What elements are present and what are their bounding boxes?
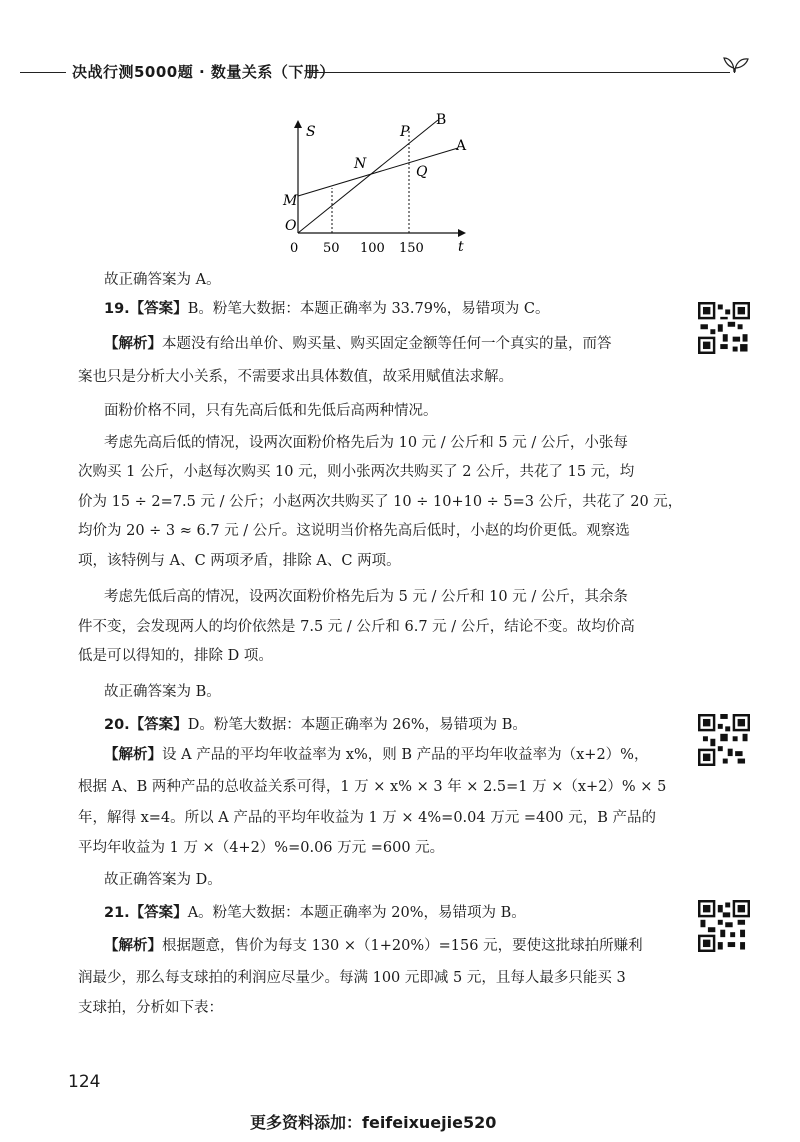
text-line: 润最少，那么每支球拍的利润应尽量少。每满 100 元即减 5 元，且每人最多只能买 3	[78, 970, 626, 986]
answer-21-text: A。粉笔大数据：本题正确率为 20%，易错项为 B。	[187, 905, 526, 921]
answer-20-text: D。粉笔大数据：本题正确率为 26%，易错项为 B。	[187, 717, 527, 733]
tick-0: 0	[290, 241, 299, 256]
analysis-20-line	[104, 745, 648, 765]
text-line: 低是可以得知的，排除 D 项。	[78, 648, 273, 664]
analysis-19-prefix: 【解析】	[104, 336, 162, 352]
qr-code-icon[interactable]	[698, 714, 750, 766]
analysis-19-text: 本题没有给出单价、购买量、购买固定金额等任何一个真实的量，而答	[162, 336, 612, 352]
analysis-21-line	[104, 936, 643, 956]
text-line: 件不变，会发现两人的均价依然是 7.5 元 / 公斤和 6.7 元 / 公斤，结论不变。故均价高	[78, 619, 635, 635]
text-line: 故正确答案为 B。	[104, 684, 221, 700]
answer-19-text: B。粉笔大数据：本题正确率为 33.79%，易错项为 C。	[187, 301, 550, 317]
y-axis-arrow	[294, 120, 302, 128]
qr-code-icon[interactable]	[698, 302, 750, 354]
point-p-label: P	[400, 124, 410, 140]
text-line: 面粉价格不同，只有先高后低和先低后高两种情况。	[104, 403, 438, 419]
line-b-label: B	[436, 112, 447, 128]
running-header	[0, 52, 800, 92]
footer-promo: 更多资料添加：feifeixuejie520	[250, 1113, 497, 1132]
analysis-20-prefix: 【解析】	[104, 747, 162, 763]
point-q-label: Q	[416, 164, 428, 180]
header-rule-right	[306, 72, 730, 73]
st-line-graph	[268, 108, 488, 260]
answer-21-prefix: 21.【答案】	[104, 905, 188, 921]
answer-19	[104, 299, 549, 319]
y-axis-label: S	[306, 124, 316, 140]
tick-100: 100	[360, 241, 385, 256]
line-a	[298, 148, 458, 196]
page-number: 124	[68, 1072, 101, 1092]
answer-20-prefix: 20.【答案】	[104, 717, 188, 733]
point-n-label: N	[354, 156, 367, 172]
text-line: 案也只是分析大小关系，不需要求出具体数值，故采用赋值法求解。	[78, 369, 513, 385]
line-a-label: A	[456, 138, 467, 154]
answer-19-prefix: 19.【答案】	[104, 301, 188, 317]
x-axis-arrow	[458, 229, 466, 237]
tick-50: 50	[323, 241, 340, 256]
text-line: 根据 A、B 两种产品的总收益关系可得，1 万 × x% × 3 年 × 2.5=1 万 ×（x+2）% × 5	[78, 779, 667, 795]
x-axis-label: t	[458, 239, 464, 255]
answer-21	[104, 903, 526, 923]
text-line: 次购买 1 公斤，小赵每次购买 10 元，则小张两次共购买了 2 公斤，共花了 15 元，均	[78, 464, 635, 480]
conclusion-line: 故正确答案为 A。	[104, 272, 221, 288]
point-m-label: M	[283, 193, 298, 209]
text-line: 支球拍，分析如下表：	[78, 1000, 223, 1016]
tick-150: 150	[399, 241, 424, 256]
text-line: 项，该特例与 A、C 两项矛盾，排除 A、C 两项。	[78, 553, 401, 569]
text-line: 平均年收益为 1 万 ×（4+2）%=0.06 万元 =600 元。	[78, 840, 445, 856]
analysis-19-line	[104, 334, 612, 354]
answer-20	[104, 715, 527, 735]
text-line: 年，解得 x=4。所以 A 产品的平均年收益为 1 万 × 4%=0.04 万元 =400 元，B 产品的	[78, 810, 657, 826]
point-o-label: O	[285, 218, 297, 234]
analysis-21-text: 根据题意，售价为每支 130 ×（1+20%）=156 元，要使这批球拍所赚利	[162, 938, 643, 954]
text-line: 均价为 20 ÷ 3 ≈ 6.7 元 / 公斤。这说明当价格先高后低时，小赵的均价更低。观察选	[78, 523, 630, 539]
sprout-icon	[722, 52, 752, 82]
qr-code-icon[interactable]	[698, 900, 750, 952]
text-line: 考虑先低后高的情况，设两次面粉价格先后为 5 元 / 公斤和 10 元 / 公斤，其余条	[104, 589, 628, 605]
book-title: 决战行测5000题 · 数量关系（下册）	[72, 63, 335, 81]
analysis-20-text: 设 A 产品的平均年收益率为 x%，则 B 产品的平均年收益率为（x+2）%，	[162, 747, 649, 763]
text-line: 价为 15 ÷ 2=7.5 元 / 公斤；小赵两次共购买了 10 ÷ 10+10 ÷ 5=3 公斤，共花了 20 元，	[78, 494, 683, 510]
text-line: 考虑先高后低的情况，设两次面粉价格先后为 10 元 / 公斤和 5 元 / 公斤，小张每	[104, 435, 628, 451]
analysis-21-prefix: 【解析】	[104, 938, 162, 954]
text-line: 故正确答案为 D。	[104, 872, 222, 888]
header-rule-left	[20, 72, 66, 73]
